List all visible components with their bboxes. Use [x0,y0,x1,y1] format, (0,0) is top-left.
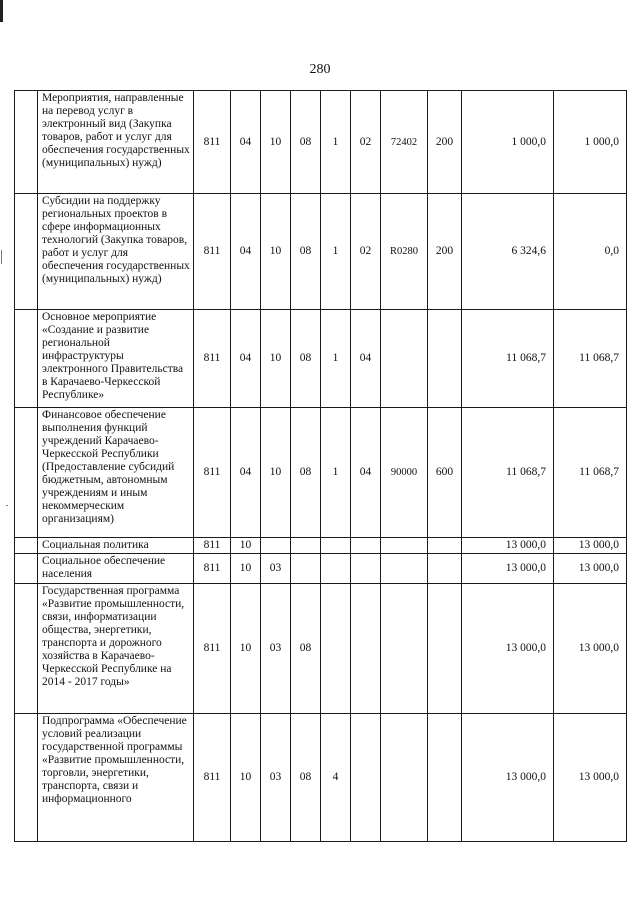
row-number-cell [15,408,38,538]
direction-code [381,584,428,714]
direction-code [381,554,428,584]
page-number: 280 [309,62,331,77]
subprogram-code: 1 [321,194,351,310]
subsection-code: 10 [261,194,291,310]
direction-code: 90000 [381,408,428,538]
amount-year-1: 13 000,0 [462,584,554,714]
row-number-cell [15,554,38,584]
main-event-code: 02 [351,91,381,194]
subsection-code: 03 [261,554,291,584]
item-name: Социальная политика [38,538,194,554]
amount-year-1: 11 068,7 [462,408,554,538]
main-event-code: 04 [351,310,381,408]
expense-type-code: 200 [428,194,462,310]
main-event-code: 04 [351,408,381,538]
subprogram-code [321,554,351,584]
table-row [15,538,627,554]
amount-year-2: 13 000,0 [554,538,627,554]
section-code: 04 [231,310,261,408]
ministry-code: 811 [194,714,231,842]
amount-year-1: 6 324,6 [462,194,554,310]
amount-year-2: 13 000,0 [554,714,627,842]
subsection-code: 03 [261,584,291,714]
subsection-code [261,538,291,554]
row-number-cell [15,538,38,554]
budget-table [14,90,627,842]
direction-code [381,310,428,408]
row-number-cell [15,194,38,310]
amount-year-2: 1 000,0 [554,91,627,194]
subsection-code: 03 [261,714,291,842]
section-code: 10 [231,714,261,842]
amount-year-1: 13 000,0 [462,538,554,554]
direction-code: R0280 [381,194,428,310]
subsection-code: 10 [261,408,291,538]
subsection-code: 10 [261,91,291,194]
expense-type-code: 600 [428,408,462,538]
direction-code [381,714,428,842]
item-name: Социальное обеспечение населения [38,554,194,584]
item-name: Государственная программа «Развитие промышленности, связи, информатизации общества, энергетики, транспорта и дорожного хозяйства в Карачаево-Черкесской Республике на 2014 - 2017 годы» [38,584,194,714]
amount-year-1: 13 000,0 [462,714,554,842]
scan-edge-mark [0,0,3,22]
subsection-code: 10 [261,310,291,408]
subprogram-code [321,584,351,714]
amount-year-1: 1 000,0 [462,91,554,194]
section-code: 10 [231,538,261,554]
amount-year-2: 13 000,0 [554,554,627,584]
item-name: Мероприятия, направленные на перевод услуг в электронный вид (Закупка товаров, работ и услуг для обеспечения государственных (муниципальных) нужд) [38,91,194,194]
expense-type-code [428,554,462,584]
row-number-cell [15,310,38,408]
main-event-code [351,554,381,584]
table-row [15,91,627,194]
program-code: 08 [291,194,321,310]
expense-type-code: 200 [428,91,462,194]
program-code [291,554,321,584]
section-code: 10 [231,554,261,584]
table-row [15,714,627,842]
amount-year-2: 13 000,0 [554,584,627,714]
ministry-code: 811 [194,408,231,538]
section-code: 04 [231,194,261,310]
row-number-cell [15,91,38,194]
ministry-code: 811 [194,538,231,554]
expense-type-code [428,538,462,554]
expense-type-code [428,310,462,408]
program-code: 08 [291,408,321,538]
subprogram-code: 4 [321,714,351,842]
program-code: 08 [291,584,321,714]
table-row [15,194,627,310]
direction-code [381,538,428,554]
subprogram-code: 1 [321,91,351,194]
subprogram-code [321,538,351,554]
ministry-code: 811 [194,554,231,584]
direction-code: 72402 [381,91,428,194]
program-code: 08 [291,91,321,194]
table-row [15,584,627,714]
table-row [15,408,627,538]
item-name: Субсидии на поддержку региональных проектов в сфере информационных технологий (Закупка товаров, работ и услуг для обеспечения государственных (муниципальных) нужд) [38,194,194,310]
item-name: Финансовое обеспечение выполнения функций учреждений Карачаево-Черкесской Республики (Предоставление субсидий бюджетным, автономным учреждениям и иным некоммерческим организациям) [38,408,194,538]
subprogram-code: 1 [321,408,351,538]
section-code: 10 [231,584,261,714]
ministry-code: 811 [194,584,231,714]
program-code [291,538,321,554]
section-code: 04 [231,91,261,194]
program-code: 08 [291,714,321,842]
main-event-code [351,584,381,714]
main-event-code [351,714,381,842]
amount-year-2: 11 068,7 [554,408,627,538]
table-row [15,310,627,408]
item-name: Подпрограмма «Обеспечение условий реализации государственной программы «Развитие промышленности, торговли, энергетики, транспорта, связи и информационного [38,714,194,842]
ministry-code: 811 [194,91,231,194]
item-name: Основное мероприятие «Создание и развитие региональной инфраструктуры электронного Правительства в Карачаево-Черкесской Республике» [38,310,194,408]
table-row [15,554,627,584]
scan-edge-mark [6,505,8,506]
section-code: 04 [231,408,261,538]
scan-edge-mark [1,250,2,264]
row-number-cell [15,714,38,842]
amount-year-1: 13 000,0 [462,554,554,584]
row-number-cell [15,584,38,714]
ministry-code: 811 [194,310,231,408]
expense-type-code [428,714,462,842]
subprogram-code: 1 [321,310,351,408]
ministry-code: 811 [194,194,231,310]
amount-year-2: 0,0 [554,194,627,310]
amount-year-2: 11 068,7 [554,310,627,408]
main-event-code: 02 [351,194,381,310]
program-code: 08 [291,310,321,408]
main-event-code [351,538,381,554]
expense-type-code [428,584,462,714]
amount-year-1: 11 068,7 [462,310,554,408]
